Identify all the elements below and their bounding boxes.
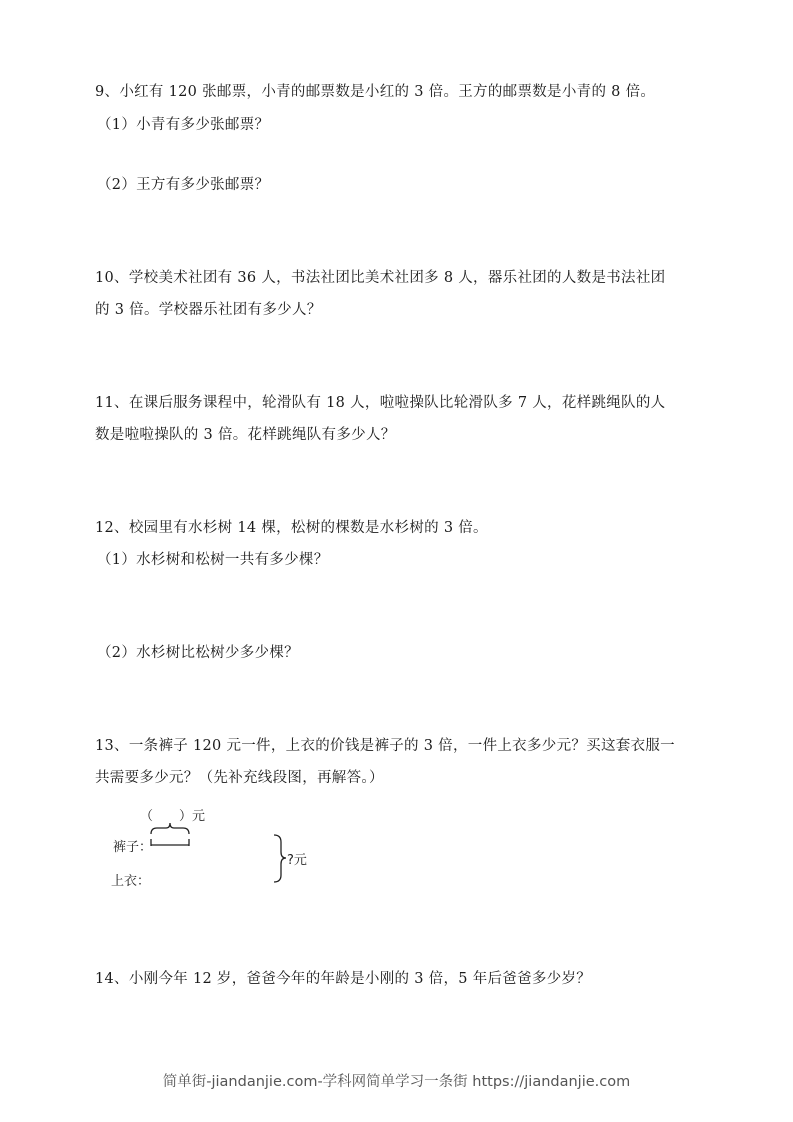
q10-stem-line-2: 的 3 倍。学校器乐社团有多少人？: [95, 302, 322, 318]
q13-stem-line-1: 13、一条裤子 120 元一件，上衣的价钱是裤子的 3 倍，一件上衣多少元？买这套衣服一: [95, 738, 675, 754]
diagram-unknown-price-label: （ ）元: [140, 809, 206, 824]
page-footer: 简单街-jiandanjie.com-学科网简单学习一条街 https://jiandanjie.com: [162, 1074, 631, 1090]
diagram-top-label: 上衣：: [111, 874, 151, 889]
q11-stem-line-2: 数是啦啦操队的 3 倍。花样跳绳队有多少人？: [95, 427, 396, 443]
diagram-pants-label: 裤子：: [113, 840, 153, 855]
q10-stem-line-1: 10、学校美术社团有 36 人，书法社团比美术社团多 8 人，器乐社团的人数是书法社团: [95, 270, 666, 286]
q9-subquestion-1: （1）小青有多少张邮票？: [97, 117, 270, 133]
q11-stem-line-1: 11、在课后服务课程中，轮滑队有 18 人，啦啦操队比轮滑队多 7 人，花样跳绳队的人: [95, 395, 666, 411]
q12-stem: 12、校园里有水杉树 14 棵，松树的棵数是水杉树的 3 倍。: [95, 520, 488, 536]
q13-stem-line-2: 共需要多少元？（先补充线段图，再解答。）: [95, 770, 384, 786]
q12-subquestion-1: （1）水杉树和松树一共有多少棵？: [97, 552, 329, 568]
diagram-pants-segment: [148, 835, 193, 855]
q12-subquestion-2: （2）水杉树比松树少多少棵？: [97, 645, 299, 661]
q14-stem: 14、小刚今年 12 岁，爸爸今年的年龄是小刚的 3 倍，5 年后爸爸多少岁？: [95, 971, 592, 987]
q9-stem: 9、小红有 120 张邮票，小青的邮票数是小红的 3 倍。王方的邮票数是小青的 8 倍。: [95, 84, 656, 100]
diagram-total-label: ?元: [287, 853, 307, 868]
q9-subquestion-2: （2）王方有多少张邮票？: [97, 177, 270, 193]
